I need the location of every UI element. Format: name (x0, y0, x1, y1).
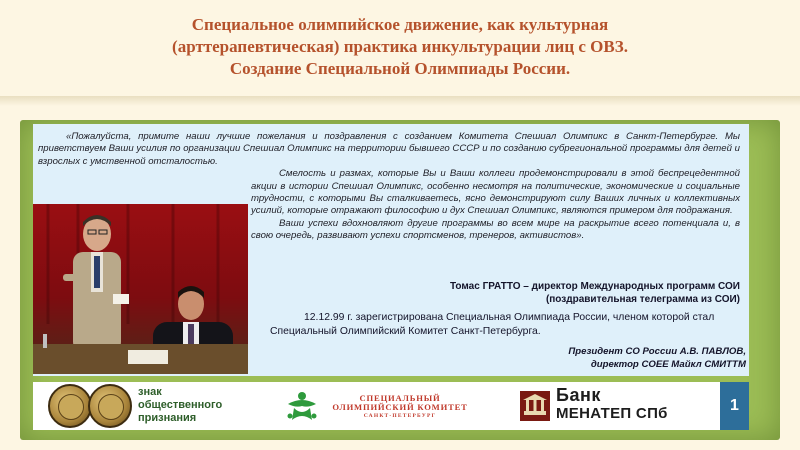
quote-paragraph-2 (38, 168, 740, 218)
committee-name-line-2: ОЛИМПИЙСКИЙ КОМИТЕТ (332, 402, 468, 412)
award-medal-icon (48, 384, 92, 428)
signature-gratto (420, 280, 792, 306)
award-caption-line-2: общественного (138, 399, 223, 411)
photo-wrap-spacer (30, 168, 245, 316)
bank-logo-icon (520, 391, 550, 421)
signature-pavlov-line-2: директор СОЕЕ Майкл СМИТТМ (590, 358, 746, 370)
page-number-badge: 1 (720, 382, 749, 430)
quote-paragraph-2-text: Смелость и размах, которые Вы и Ваши коллеги продемонстрировали в этой беспрецедентной акции в истории Спешиал Олимпикс, особенно несмотря на политические, экономические и социальные трудности, с которыми Вы сталкиваетесь, ясно демонстрируют силу Ваших личных и коллективных усилий, которые отражают философию и дух Спешиал Олимпикс, являются примером для подражания. (251, 168, 740, 217)
registration-note: 12.12.99 г. зарегистрирована Специальная Олимпиада России, членом которой стал Специальный Олимпийский Комитет Санкт-Петербурга. (270, 312, 715, 337)
signature-gratto-source: (поздравительная телеграмма из СОИ) (545, 294, 740, 305)
award-caption (138, 386, 268, 425)
award-caption-line-1: знак (138, 386, 162, 398)
bank-name (556, 386, 706, 423)
bank-name-line-1: Банк (556, 385, 601, 405)
special-olympics-logo-icon (282, 386, 322, 426)
signature-pavlov-line-1: Президент СО России А.В. ПАВЛОВ, (568, 346, 746, 357)
slide-title (40, 14, 760, 80)
committee-name-line-1: СПЕЦИАЛЬНЫЙ (359, 393, 441, 403)
quote-paragraph-1: «Пожалуйста, примите наши лучшие пожелания и поздравления с созданием Комитета Спешиал Олимпикс в Санкт-Петербурге. Мы приветствуем Ваши усилия по организации Спешиал Олимпикс на территории бывшего СССР и по созданию субрегиональной программы для детей и взрослых с умственной отсталостью. (38, 131, 740, 167)
signature-pavlov (430, 346, 746, 371)
award-medal-icon (88, 384, 132, 428)
bank-name-line-2: МЕНАТЕП СПб (556, 405, 668, 422)
slide-title-line-3: Создание Специальной Олимпиады России. (229, 59, 571, 78)
title-divider (0, 96, 800, 106)
committee-name (325, 394, 475, 421)
slide-title-line-1: Специальное олимпийское движение, как культурная (191, 15, 609, 34)
committee-city: САНКТ-ПЕТЕРБУРГ (363, 413, 437, 419)
quote-paragraph-3: Ваши успехи вдохновляют другие программы во всем мире на раскрытие всего потенциала и, в свою очередь, развивают успехи спортсменов, тренеров, активистов». (251, 217, 740, 242)
signature-gratto-name: Томас ГРАТТО – директор Международных программ СОИ (449, 281, 740, 292)
award-caption-line-3: признания (138, 412, 197, 424)
slide-title-line-2: (арттерапевтическая) практика инкультурации лиц с ОВЗ. (172, 37, 628, 56)
